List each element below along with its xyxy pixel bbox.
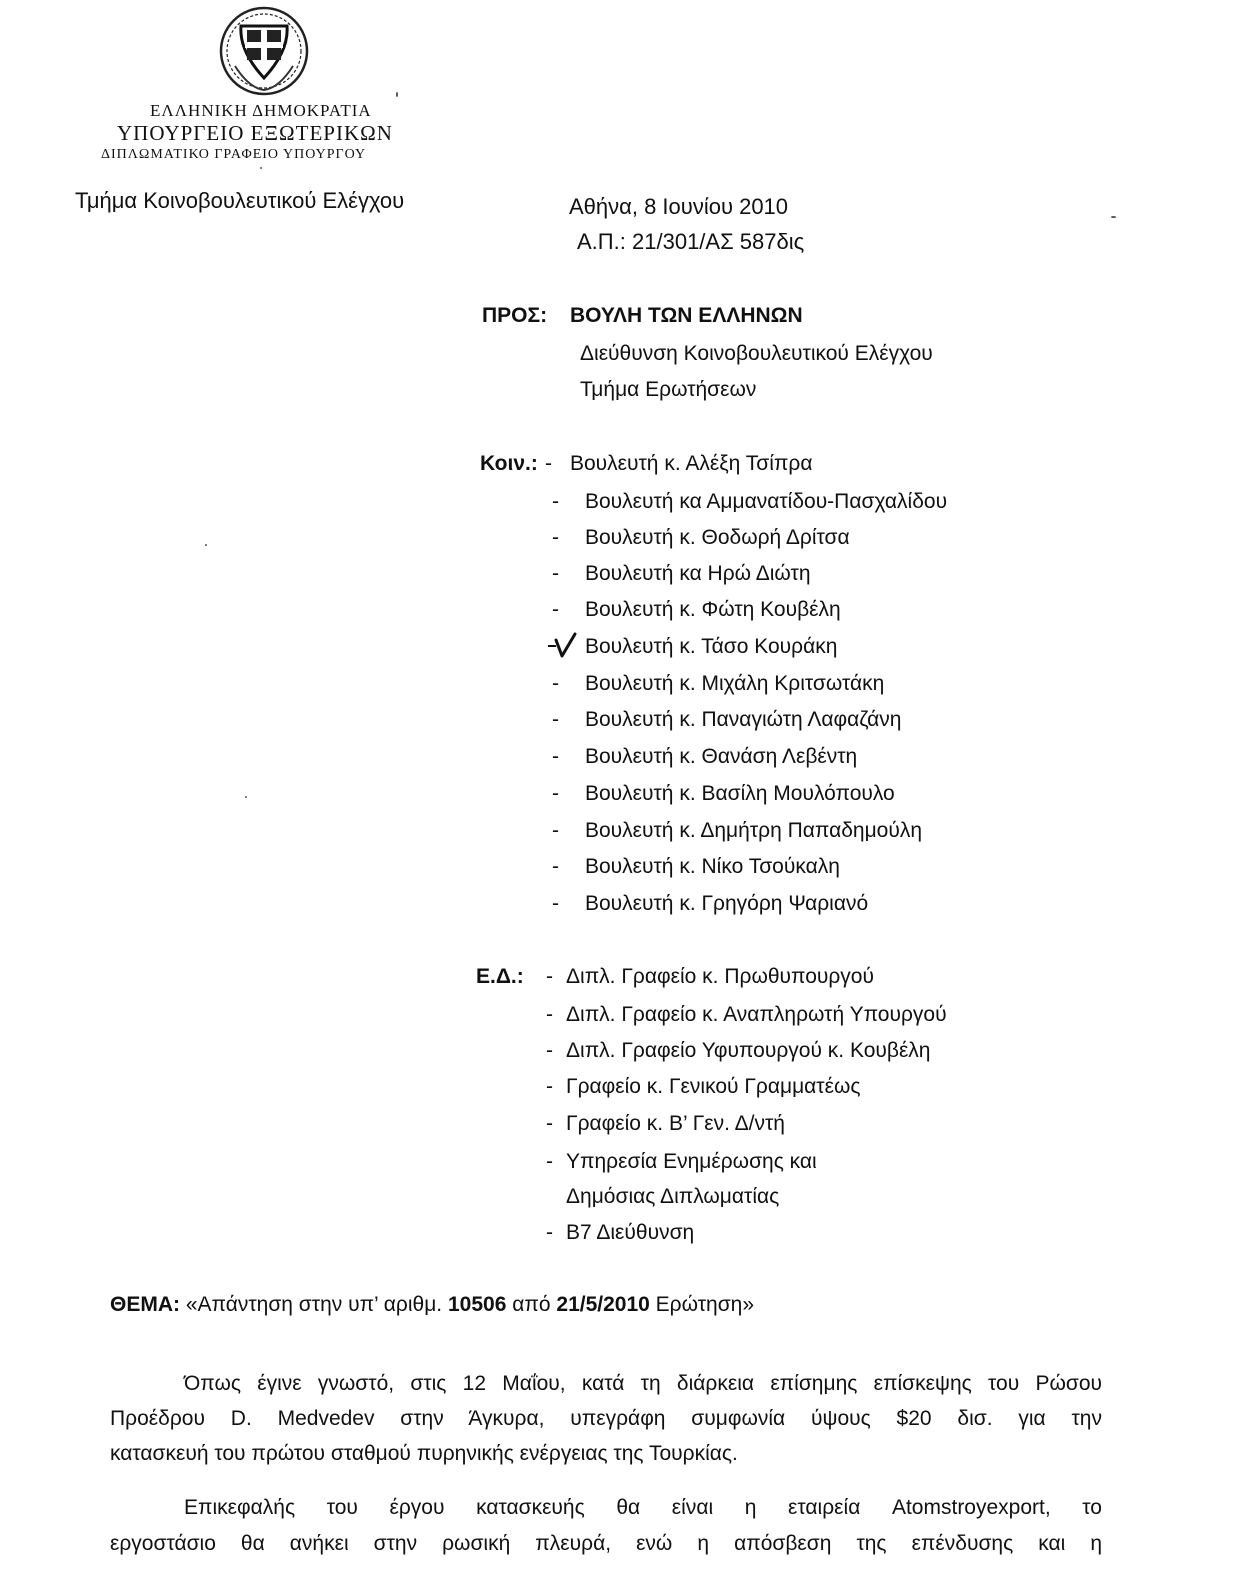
republic-title: ΕΛΛΗΝΙΚΗ ΔΗΜΟΚΡΑΤΙΑ xyxy=(150,101,372,120)
ed-item: Διπλ. Γραφείο κ. Αναπληρωτή Υπουργού xyxy=(566,1003,947,1026)
greek-coat-of-arms-icon xyxy=(219,6,309,96)
list-dash: - xyxy=(546,1221,553,1244)
list-dash: - xyxy=(545,452,552,475)
subject-number: 10506 xyxy=(447,1293,507,1316)
department-name: Τμήμα Κοινοβουλευτικού Ελέγχου xyxy=(75,188,405,213)
koin-item: Βουλευτή κ. Νίκο Τσούκαλη xyxy=(585,855,840,878)
subject-text: από xyxy=(512,1293,551,1316)
protocol-number: Α.Π.: 21/301/ΑΣ 587δις xyxy=(577,229,805,254)
ed-item: Β7 Διεύθυνση xyxy=(566,1221,695,1244)
list-dash: - xyxy=(546,1039,553,1062)
subject-text: «Απάντηση στην υπ’ αριθμ. xyxy=(185,1293,443,1316)
ed-label: Ε.Δ.: xyxy=(476,965,524,988)
list-dash: - xyxy=(552,526,559,549)
koin-item: Βουλευτή κ. Τάσο Κουράκη xyxy=(585,635,838,658)
list-dash: - xyxy=(552,672,559,695)
list-dash: - xyxy=(552,782,559,805)
koin-label: Κοιν.: xyxy=(480,452,538,475)
handwritten-check-icon xyxy=(547,632,577,660)
scan-speck xyxy=(205,544,207,546)
ed-item: Γραφείο κ. Γενικού Γραμματέως xyxy=(566,1075,861,1098)
list-dash: - xyxy=(552,855,559,878)
addressee-line: Διεύθυνση Κοινοβουλευτικού Ελέγχου xyxy=(580,342,933,365)
addressee-line: Τμήμα Ερωτήσεων xyxy=(580,378,757,401)
list-dash: - xyxy=(546,1003,553,1026)
body-paragraph-line: εργοστάσιο θα ανήκει στην ρωσική πλευρά, ενώ η απόσβεση της επένδυσης και η xyxy=(110,1532,1102,1555)
list-dash: - xyxy=(546,1112,553,1135)
ed-item: Γραφείο κ. Β’ Γεν. Δ/ντή xyxy=(566,1112,785,1135)
list-dash: - xyxy=(546,1075,553,1098)
subject-text: Ερώτηση» xyxy=(655,1293,755,1316)
koin-item: Βουλευτή κα Ηρώ Διώτη xyxy=(585,562,811,585)
document-date: Αθήνα, 8 Ιουνίου 2010 xyxy=(569,194,789,219)
ed-item: Διπλ. Γραφείο Υφυπουργού κ. Κουβέλη xyxy=(566,1039,931,1062)
body-paragraph-line: Επικεφαλής του έργου κατασκευής θα είναι η εταιρεία Atomstroyexport, το xyxy=(184,1496,1102,1519)
subject-label: ΘΕΜΑ: xyxy=(110,1293,180,1316)
ed-item-continuation: Δημόσιας Διπλωματίας xyxy=(566,1185,780,1208)
koin-item: Βουλευτή κ. Θανάση Λεβέντη xyxy=(585,745,858,768)
koin-item: Βουλευτή κ. Δημήτρη Παπαδημούλη xyxy=(585,819,923,842)
koin-item: Βουλευτή κ. Φώτη Κουβέλη xyxy=(585,598,841,621)
scan-speck xyxy=(1111,216,1116,218)
list-dash: - xyxy=(546,1150,553,1173)
scan-speck xyxy=(396,92,398,97)
body-paragraph-line: Όπως έγινε γνωστό, στις 12 Μαΐου, κατά τη διάρκεια επίσημης επίσκεψης του Ρώσου xyxy=(184,1372,1102,1395)
list-dash: - xyxy=(546,965,553,988)
scan-speck xyxy=(245,796,247,798)
koin-item: Βουλευτή κ. Γρηγόρη Ψαριανό xyxy=(585,892,869,915)
koin-item: Βουλευτή κ. Παναγιώτη Λαφαζάνη xyxy=(585,708,902,731)
body-paragraph-line: κατασκευή του πρώτου σταθμού πυρηνικής ενέργειας της Τουρκίας. xyxy=(110,1442,738,1465)
list-dash: - xyxy=(552,490,559,513)
addressee-main: ΒΟΥΛΗ ΤΩΝ ΕΛΛΗΝΩΝ xyxy=(570,304,803,327)
koin-item: Βουλευτή κ. Αλέξη Τσίπρα xyxy=(570,452,813,475)
ed-item: Διπλ. Γραφείο κ. Πρωθυπουργού xyxy=(566,965,874,988)
list-dash: - xyxy=(552,598,559,621)
list-dash: - xyxy=(552,562,559,585)
koin-item: Βουλευτή κ. Θοδωρή Δρίτσα xyxy=(585,526,850,549)
scan-speck xyxy=(260,167,262,169)
subject-date: 21/5/2010 xyxy=(556,1293,650,1316)
list-dash: - xyxy=(552,892,559,915)
koin-item: Βουλευτή κ. Βασίλη Μουλόπουλο xyxy=(585,782,895,805)
subject-line xyxy=(110,1293,754,1317)
ministry-title: ΥΠΟΥΡΓΕΙΟ ΕΞΩΤΕΡΙΚΩΝ xyxy=(117,121,393,145)
ed-item: Υπηρεσία Ενημέρωσης και xyxy=(566,1150,817,1173)
addressee-label: ΠΡΟΣ: xyxy=(482,304,548,327)
list-dash: - xyxy=(552,708,559,731)
list-dash: - xyxy=(552,819,559,842)
koin-item: Βουλευτή κ. Μιχάλη Κριτσωτάκη xyxy=(585,672,885,695)
list-dash: - xyxy=(552,745,559,768)
office-title: ΔΙΠΛΩΜΑΤΙΚΟ ΓΡΑΦΕΙΟ ΥΠΟΥΡΓΟΥ xyxy=(101,147,367,162)
koin-item: Βουλευτή κα Αμμανατίδου-Πασχαλίδου xyxy=(585,490,948,513)
body-paragraph-line: Προέδρου D. Medvedev στην Άγκυρα, υπεγράφη συμφωνία ύψους $20 δισ. για την xyxy=(110,1407,1102,1430)
